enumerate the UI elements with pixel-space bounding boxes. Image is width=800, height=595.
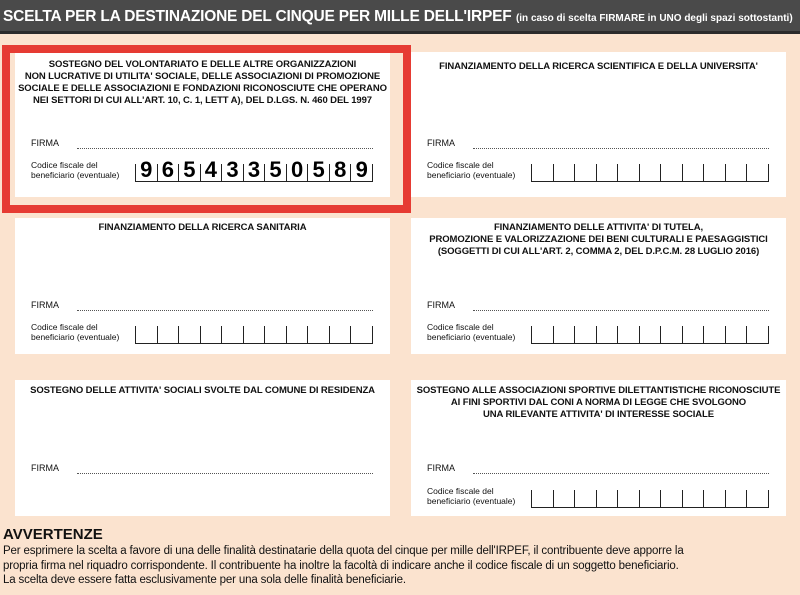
cf-digit-cell[interactable] [617,164,639,181]
cf-digit-cell[interactable]: 8 [329,164,351,181]
cf-digit-cell[interactable] [639,326,661,343]
cf-digit-cell[interactable] [531,326,553,343]
cf-digit-cell[interactable] [639,490,661,507]
box-ricerca-sanitaria [15,218,390,354]
avvertenze-title: AVVERTENZE [3,526,103,543]
cf-digit-cell[interactable] [574,164,596,181]
firma-line[interactable] [473,310,769,311]
cf-digit-cell[interactable] [725,490,747,507]
cf-label: Codice fiscale del beneficiario (eventuale) [31,322,120,342]
cf-digit-cell[interactable] [264,326,286,343]
box-beni-culturali [411,218,786,354]
cf-digit-cell[interactable] [682,164,704,181]
firma-label: FIRMA [31,138,59,148]
box-title: FINANZIAMENTO DELLE ATTIVITA' DI TUTELA, PROMOZIONE E VALORIZZAZIONE DEI BENI CULTURALI E PAESAGGISTICI (SOGGETTI DI CUI ALL'ART. 2, COMMA 2, DEL D.P.C.M. 28 LUGLIO 2016) [429,222,768,257]
cf-digit-cell[interactable] [531,164,553,181]
firma-line[interactable] [77,473,373,474]
cf-digit-cell[interactable] [660,164,682,181]
avvertenze-line: propria firma nel riquadro corrispondente. Il contribuente ha inoltre la facoltà di indicare anche il codice fiscale di un soggetto beneficiario. [3,559,679,572]
cf-grid[interactable] [531,164,769,182]
cf-grid[interactable] [531,490,769,508]
highlight-frame [2,45,411,213]
cf-label: Codice fiscale del beneficiario (eventuale) [31,160,120,180]
cf-digit-cell[interactable] [307,326,329,343]
cf-digit-cell[interactable] [725,164,747,181]
cf-digit-cell[interactable] [286,326,308,343]
cf-grid[interactable] [135,326,373,344]
cf-digit-cell[interactable] [682,490,704,507]
header-subtitle: (in caso di scelta FIRMARE in UNO degli spazi sottostanti) [515,13,793,24]
cf-digit-cell[interactable]: 0 [286,164,308,181]
cf-digit-cell[interactable] [178,326,200,343]
cf-digit-cell[interactable] [200,326,222,343]
cf-digit-cell[interactable] [725,326,747,343]
firma-line[interactable] [473,148,769,149]
cf-digit-cell[interactable] [157,326,179,343]
box-title: FINANZIAMENTO DELLA RICERCA SCIENTIFICA E DELLA UNIVERSITA' [439,61,758,72]
cf-digit-cell[interactable]: 5 [178,164,200,181]
cf-digit-cell[interactable] [660,490,682,507]
cf-digit-cell[interactable] [660,326,682,343]
cf-digit-cell[interactable] [243,326,265,343]
cf-digit-cell[interactable] [746,490,769,507]
avvertenze-line: Per esprimere la scelta a favore di una delle finalità destinatarie della quota del cinque per mille dell'IRPEF, il contribuente deve apporre la [3,545,684,557]
cf-digit-cell[interactable] [553,326,575,343]
avvertenze-text [3,544,800,588]
cf-digit-cell[interactable]: 3 [221,164,243,181]
avvertenze-line: La scelta deve essere fatta esclusivamente per una sola delle finalità beneficiarie. [3,574,406,586]
cf-digit-cell[interactable] [574,490,596,507]
cf-digit-cell[interactable] [553,164,575,181]
cf-label: Codice fiscale del beneficiario (eventuale) [427,160,516,180]
cf-digit-cell[interactable]: 5 [307,164,329,181]
firma-label: FIRMA [427,300,455,310]
cf-digit-cell[interactable] [329,326,351,343]
firma-label: FIRMA [31,463,59,473]
cf-digit-cell[interactable] [596,164,618,181]
firma-label: FIRMA [31,300,59,310]
cf-digit-cell[interactable] [350,326,373,343]
cf-digit-cell[interactable]: 5 [264,164,286,181]
box-title: SOSTEGNO DELLE ATTIVITA' SOCIALI SVOLTE DAL COMUNE DI RESIDENZA [30,385,375,396]
cf-digit-cell[interactable] [703,164,725,181]
box-title: SOSTEGNO DEL VOLONTARIATO E DELLE ALTRE ORGANIZZAZIONI NON LUCRATIVE DI UTILITA' SOCIALE, DELLE ASSOCIAZIONI DI PROMOZIONE SOCIALE E DELLE ASSOCIAZIONI E FONDAZIONI RICONOSCIUTE CHE OPERANO NEI SETTORI DI CUI ALL'ART. 10, C. 1, LETT A), DEL D.LGS. N. 460 DEL 1997 [18,59,387,106]
cf-digit-cell[interactable] [703,490,725,507]
cf-digit-cell[interactable] [703,326,725,343]
cf-digit-cell[interactable] [596,490,618,507]
cf-digit-cell[interactable] [682,326,704,343]
form-header [0,0,800,34]
cf-digit-cell[interactable]: 9 [350,164,373,181]
firma-line[interactable] [473,473,769,474]
cf-digit-cell[interactable]: 4 [200,164,222,181]
box-ricerca-scientifica [411,52,786,197]
cf-digit-cell[interactable] [746,164,769,181]
firma-label: FIRMA [427,463,455,473]
cf-digit-cell[interactable] [617,326,639,343]
cf-digit-cell[interactable] [135,326,157,343]
cf-digit-cell[interactable] [574,326,596,343]
cf-digit-cell[interactable] [617,490,639,507]
cf-digit-cell[interactable] [221,326,243,343]
firma-line[interactable] [77,310,373,311]
cf-digit-cell[interactable] [596,326,618,343]
firma-label: FIRMA [427,138,455,148]
cf-grid[interactable] [531,326,769,344]
cf-label: Codice fiscale del beneficiario (eventuale) [427,322,516,342]
cf-digit-cell[interactable]: 9 [135,164,157,181]
box-title: SOSTEGNO ALLE ASSOCIAZIONI SPORTIVE DILETTANTISTICHE RICONOSCIUTE AI FINI SPORTIVI DAL CONI A NORMA DI LEGGE CHE SVOLGONO UNA RILEVANTE ATTIVITA' DI INTERESSE SOCIALE [416,385,781,420]
box-comune-residenza [15,380,390,516]
cf-digit-cell[interactable]: 6 [157,164,179,181]
cf-digit-cell[interactable] [531,490,553,507]
cf-digit-cell[interactable]: 3 [243,164,265,181]
cf-label: Codice fiscale del beneficiario (eventuale) [427,486,516,506]
box-title: FINANZIAMENTO DELLA RICERCA SANITARIA [98,222,307,233]
header-title: SCELTA PER LA DESTINAZIONE DEL CINQUE PER MILLE DELL'IRPEF [3,8,512,25]
box-associazioni-sportive [411,380,786,516]
cf-digit-cell[interactable] [639,164,661,181]
cf-digit-cell[interactable] [746,326,769,343]
cf-digit-cell[interactable] [553,490,575,507]
